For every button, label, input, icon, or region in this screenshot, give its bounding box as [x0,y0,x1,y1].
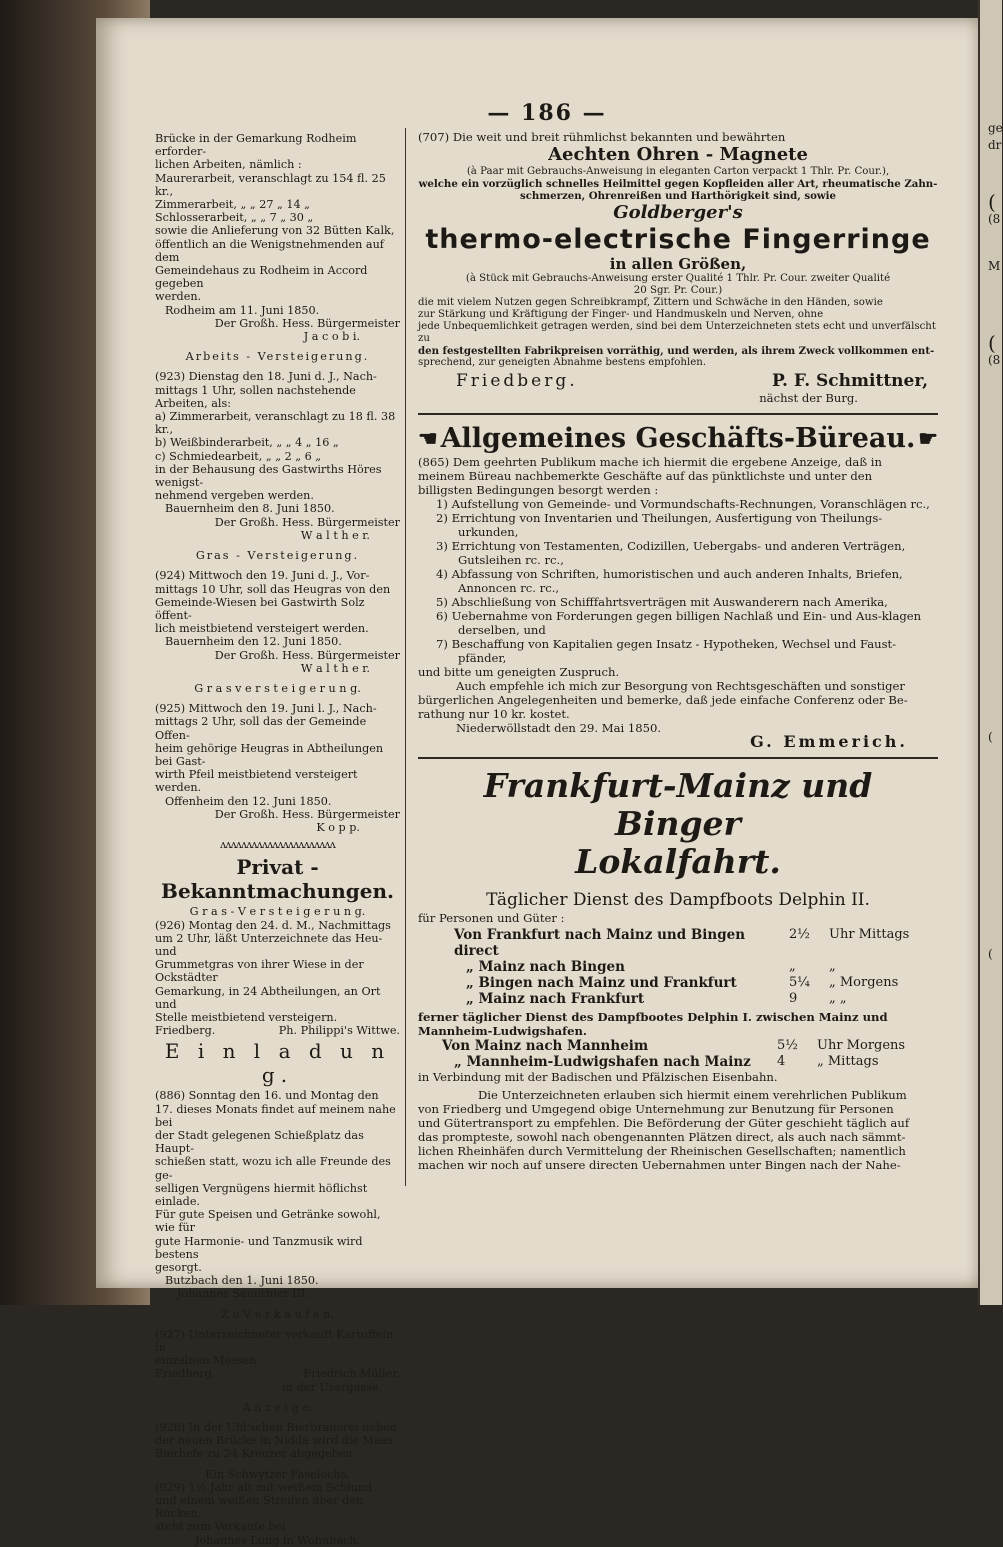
route: Von Mainz nach Mannheim [442,1038,649,1054]
text-line: Grummetgras von ihrer Wiese in der Ockstädter [155,958,364,985]
text-line: Gemeindehaus zu Rodheim in Accord gegeben [155,264,368,291]
text-line: in Verbindung mit der Badischen und Pfälzischen Eisenbahn. [418,1070,778,1084]
list-item: 1) Aufstellung von Gemeinde- und Vormundschafts-Rechnungen, Voranschlägen rc., [436,497,930,511]
left-column [155,132,400,1547]
text-line: jede Unbequemlichkeit getragen werden, sind bei dem Unterzeichneten stets echt und unverfälscht zu [418,321,936,344]
text-line: (928) In der Uhl'schen Bierbrauerei neben [155,1421,398,1435]
time: „ [789,959,796,974]
time-label: Uhr Morgens [817,1038,906,1053]
text-line: Schlosserarbeit, „ „ 7 „ 30 „ [155,211,314,225]
text-line: zur Stärkung und Kräftigung der Finger- und Handmuskeln und Nerven, ohne [418,309,824,320]
section-title: G r a s - V e r s t e i g e r u n g. [189,905,366,919]
text-line: (à Paar mit Gebrauchs-Anweisung in eleganten Carton verpackt 1 Thlr. Pr. Cour.), [466,166,890,177]
route: „ Mainz nach Frankfurt [466,991,645,1007]
address-line: nächst der Burg. [759,391,858,405]
signature: Johannes Lung in Wohnbach. [194,1533,361,1547]
list-item: 5) Abschließung von Schifffahrtsverträgen mit Auswanderern nach Amerika, [436,595,888,609]
route: „ Mannheim-Ludwigshafen nach Mainz [454,1054,751,1070]
text-line: lich meistbietend versteigert werden. [155,622,369,636]
time: 5½ [777,1038,798,1053]
time: 2½ [789,927,810,942]
text-line: (886) Sonntag den 16. und Montag den [155,1089,379,1103]
place: Friedberg. [155,1367,216,1381]
text-line: heim gehörige Heugras in Abtheilungen bei Gast- [155,741,384,768]
date-line: Bauernheim den 8. Juni 1850. [165,502,335,516]
ferry-headline-2: Lokalfahrt. [575,842,781,881]
notice-923 [155,370,400,542]
text-line: schießen statt, wozu ich alle Freunde des ge- [155,1155,391,1182]
address-line: in der Usergasse. [282,1380,382,1394]
ferry-headline: Frankfurt-Mainz und Binger [483,766,873,843]
notice-927 [155,1328,400,1394]
text-line: sowie die Anlieferung von 32 Bütten Kalk, [155,224,395,238]
bureau-headline [418,423,938,455]
product-subline: in allen Größen, [609,255,747,273]
time-label: „ Mittags [817,1054,879,1069]
office-line: Der Großh. Hess. Bürgermeister [214,515,400,529]
text-line: Für gute Speisen und Getränke sowohl, wie für [155,1208,381,1235]
text-line: billigsten Bedingungen besorgt werden : [418,483,659,497]
signature-row [155,1367,400,1380]
next-page-fragment: (8 [988,353,1001,367]
notice-928 [155,1421,400,1461]
text-line: lichen Rheinhäfen durch Vermittelung der Rheinischen Gesellschaften; namentlich [418,1144,906,1158]
text-line: und Gütertransport zu empfehlen. Die Beförderung der Güter geschieht täglich auf [418,1116,910,1130]
text-line: um 2 Uhr, läßt Unterzeichnete das Heu- und [155,931,383,958]
notice-924 [155,569,400,675]
text-line: einzelnen Messen. [155,1354,261,1368]
date-line: Offenheim den 12. Juni 1850. [165,794,332,808]
text-line: Auch empfehle ich mich zur Besorgung von Rechtsgeschäften und sonstiger [456,679,905,693]
text-line: (924) Mittwoch den 19. Juni d. J., Vor- [155,569,370,583]
divider [418,413,938,415]
page-number: — 186 — [487,100,607,126]
column-divider [405,128,406,1186]
notice-886 [155,1089,400,1300]
text-line: nehmend vergeben werden. [155,489,314,503]
text-line: mittags 2 Uhr, soll das der Gemeinde Offen- [155,715,367,742]
section-title: Arbeits - Versteigerung. [185,350,370,364]
time-label: „ [829,959,836,974]
text-line: für Personen und Güter : [418,911,565,925]
time: 4 [777,1054,786,1069]
next-page-fragment: ( [988,190,996,214]
text-line: von Friedberg und Umgegend obige Unternehmung zur Benutzung für Personen [418,1102,894,1116]
text-line: (926) Montag den 24. d. M., Nachmittags [155,918,391,932]
text-line: gesorgt. [155,1261,202,1275]
signature: Ph. Philippi's Wittwe. [278,1024,400,1038]
product-headline: thermo-electrische Fingerringe [425,224,931,255]
service-list [418,497,938,665]
text-line: Gemarkung, in 24 Abtheilungen, an Ort und [155,984,381,1011]
text-line: das prompteste, sowohl nach obengenannten Plätzen direct, als auch nach sämmt- [418,1130,906,1144]
ad-865 [418,423,938,749]
notice-929 [155,1481,400,1547]
text-line: (929) 1½ Jahr alt mit weißem Schlund [155,1480,373,1494]
next-page-fragment: ( [988,947,993,961]
text-line: die mit vielem Nutzen gegen Schreibkrampf, Zittern und Schwäche in den Händen, sowie [418,297,883,308]
text-line: gute Harmonie- und Tanzmusik wird bestens [155,1234,363,1261]
text-line: c) Schmiedearbeit, „ „ 2 „ 6 „ [155,449,322,463]
text-line: schmerzen, Ohrenreißen und Harthörigkeit sind, sowie [519,190,837,202]
route: „ Mainz nach Bingen [466,959,625,975]
text-line: Brücke in der Gemarkung Rodheim erforder- [155,132,357,159]
time-label: „ „ [829,991,847,1006]
bureau-title: Allgemeines Geschäfts-Büreau. [440,423,916,454]
office-line: Der Großh. Hess. Bürgermeister [214,316,400,330]
signature: J a c o b i. [303,330,360,344]
ad-headline: Aechten Ohren - Magnete [548,144,808,165]
time-label: „ Morgens [829,975,899,990]
divider [418,757,938,759]
signature: Friedrich Müller, [303,1367,400,1381]
text-line: b) Weißbinderarbeit, „ „ 4 „ 16 „ [155,436,339,450]
text-line: Gemeinde-Wiesen bei Gastwirth Solz öffent- [155,595,365,622]
route: Von Frankfurt nach Mainz und Bingen direct [454,927,746,959]
next-page-fragment: M [988,259,1001,273]
pointing-hand-right-icon: ☛ [918,426,938,452]
text-line: Die Unterzeichneten erlauben sich hiermit einem verehrlichen Publikum [478,1088,907,1102]
list-item: 7) Beschaffung von Kapitalien gegen Insatz - Hypotheken, Wechsel und Faust-pfänder, [436,637,897,665]
text-line: (925) Mittwoch den 19. Juni l. J., Nach- [155,702,377,716]
signature: W a l t h e r. [300,528,370,542]
brand-name: Goldberger's [613,202,743,223]
text-line: (707) Die weit und breit rühmlichst bekannten und bewährten [418,130,786,144]
next-page-fragment: ( [988,730,993,744]
next-page-fragment: (8 [988,212,1001,226]
notice-925 [155,702,400,834]
text-line: mittags 1 Uhr, sollen nachstehende Arbeiten, als: [155,383,356,410]
text-line: Mannheim-Ludwigshafen. [418,1024,587,1038]
text-line: Stelle meistbietend versteigern. [155,1010,338,1024]
signature: G. Emmerich. [750,732,908,751]
text-line: machen wir noch auf unsere directen Uebernahmen unter Bingen nach der Nahe- [418,1158,901,1172]
signature: K o p p. [316,820,360,834]
privat-heading: Privat - Bekanntmachungen. [161,855,394,904]
section-title: Gras - Versteigerung. [195,549,360,563]
schedule-table-2 [418,1038,938,1070]
ad-lokalfahrt [418,767,938,1172]
text-line: sprechend, zur geneigten Abnahme bestens empfohlen. [418,357,707,368]
date-line: Butzbach den 1. Juni 1850. [165,1274,319,1288]
office-line: Der Großh. Hess. Bürgermeister [214,648,400,662]
date-line: Niederwöllstadt den 29. Mai 1850. [456,721,662,735]
text-line: selligen Vergnügens hiermit höflichst einlade. [155,1181,368,1209]
text-line: Zimmerarbeit, „ „ 27 „ 14 „ [155,198,310,212]
text-line: welche ein vorzüglich schnelles Heilmittel gegen Kopfleiden aller Art, rheumatische Zahn- [418,178,938,190]
notice-926 [155,919,400,1038]
next-page-fragment: ge [988,121,1003,135]
text-line: 20 Sgr. Pr. Cour.) [633,285,723,296]
section-title: Ein Schwytzer Faselochs, [205,1467,350,1481]
right-column [418,130,938,1172]
text-line: öffentlich an die Wenigstnehmenden auf dem [155,237,384,264]
text-line: (à Stück mit Gebrauchs-Anweisung erster Qualité 1 Thlr. Pr. Cour. zweiter Qualité [465,273,891,284]
office-line: Der Großh. Hess. Bürgermeister [214,807,400,821]
ad-707 [418,130,938,405]
text-line: lichen Arbeiten, nämlich : [155,158,302,172]
list-item: 6) Uebernahme von Forderungen gegen billigen Nachlaß und Ein- und Aus-klagen derselben, und [436,609,922,637]
section-title: G r a s v e r s t e i g e r u n g. [194,681,361,695]
date-line: Bauernheim den 12. Juni 1850. [165,635,342,649]
text-line: rathung nur 10 kr. kostet. [418,707,570,721]
text-line: Maurerarbeit, veranschlagt zu 154 fl. 25 kr., [155,171,386,198]
text-line: in der Behausung des Gastwirths Höres wenigst- [155,462,382,490]
text-line: (927) Unterzeichneter verkauft Kartoffeln in [155,1327,394,1355]
signature-row [418,371,938,391]
list-item: 3) Errichtung von Testamenten, Codizillen, Uebergabs- und anderen Verträgen, Gutsleihen rc. rc., [436,539,906,567]
signature: Johannes Sauerbier III. [177,1287,310,1301]
text-line: ferner täglicher Dienst des Dampfbootes Delphin I. zwischen Mainz und [418,1010,888,1024]
text-line: 17. dieses Monats findet auf meinem nahe bei [155,1102,396,1129]
section-title: A n z e i g e. [242,1400,313,1414]
ferry-subheadline: Täglicher Dienst des Dampfboots Delphin II. [486,890,870,910]
place: Friedberg. [155,1024,216,1038]
notice-bruecke [155,132,400,343]
text-line: werden. [155,290,202,304]
date-line: Rodheim am 11. Juni 1850. [165,303,320,317]
signature: P. F. Schmittner, [772,371,928,391]
signature: W a l t h e r. [300,661,370,675]
time: 5¼ [789,975,810,990]
next-page-fragment: dr [988,138,1002,152]
section-title: Z u V e r k a u f e n. [221,1307,334,1321]
text-line: und bitte um geneigten Zuspruch. [418,665,620,679]
text-line: (923) Dienstag den 18. Juni d. J., Nach- [155,370,377,384]
time-label: Uhr Mittags [829,927,910,942]
text-line: und einem weißen Streifen über den Rücken, [155,1494,364,1521]
text-line: Bierhefe zu 24 Kreuzer abgegeben. [155,1447,357,1461]
text-line: wirth Pfeil meistbietend versteigert werden. [155,768,358,795]
next-page-fragment: ( [988,331,996,355]
list-item: 2) Errichtung von Inventarien und Theilungen, Ausfertigung von Theilungs-urkunden, [436,511,883,539]
text-line: mittags 10 Uhr, soll das Heugras von den [155,582,391,596]
pointing-hand-left-icon: ☚ [418,426,438,452]
list-item: 4) Abfassung von Schriften, humoristischen und auch anderen Inhalts, Briefen, Annoncen rc. rc., [436,567,903,595]
text-line: den festgestellten Fabrikpreisen vorräthig, und werden, als ihrem Zweck vollkommen ent- [418,345,935,357]
text-line: der Stadt gelegenen Schießplatz das Haupt- [155,1129,364,1156]
ornament-divider: ʌʌʌʌʌʌʌʌʌʌʌʌʌʌʌʌʌʌʌʌʌʌ [220,838,335,852]
place: Friedberg. [456,371,578,391]
text-line: bürgerlichen Angelegenheiten und bemerke, daß jede einfache Conferenz oder Be- [418,693,908,707]
text-line: meinem Büreau nachbemerkte Geschäfte auf das pünktlichste und unter den [418,469,873,483]
text-line: steht zum Verkaufe bei [155,1520,286,1534]
next-page-edge [978,0,1002,1305]
schedule-table [418,927,938,1007]
text-line: a) Zimmerarbeit, veranschlagt zu 18 fl. 38 kr., [155,410,396,437]
signature-row [155,1024,400,1037]
route: „ Bingen nach Mainz und Frankfurt [466,975,737,991]
time: 9 [789,991,798,1006]
text-line: (865) Dem geehrten Publikum mache ich hiermit die ergebene Anzeige, daß in [418,455,882,469]
text-line: der neuen Brücke in Nidda wird die Maas [155,1434,394,1448]
einladung-heading: E i n l a d u n g. [164,1039,391,1088]
